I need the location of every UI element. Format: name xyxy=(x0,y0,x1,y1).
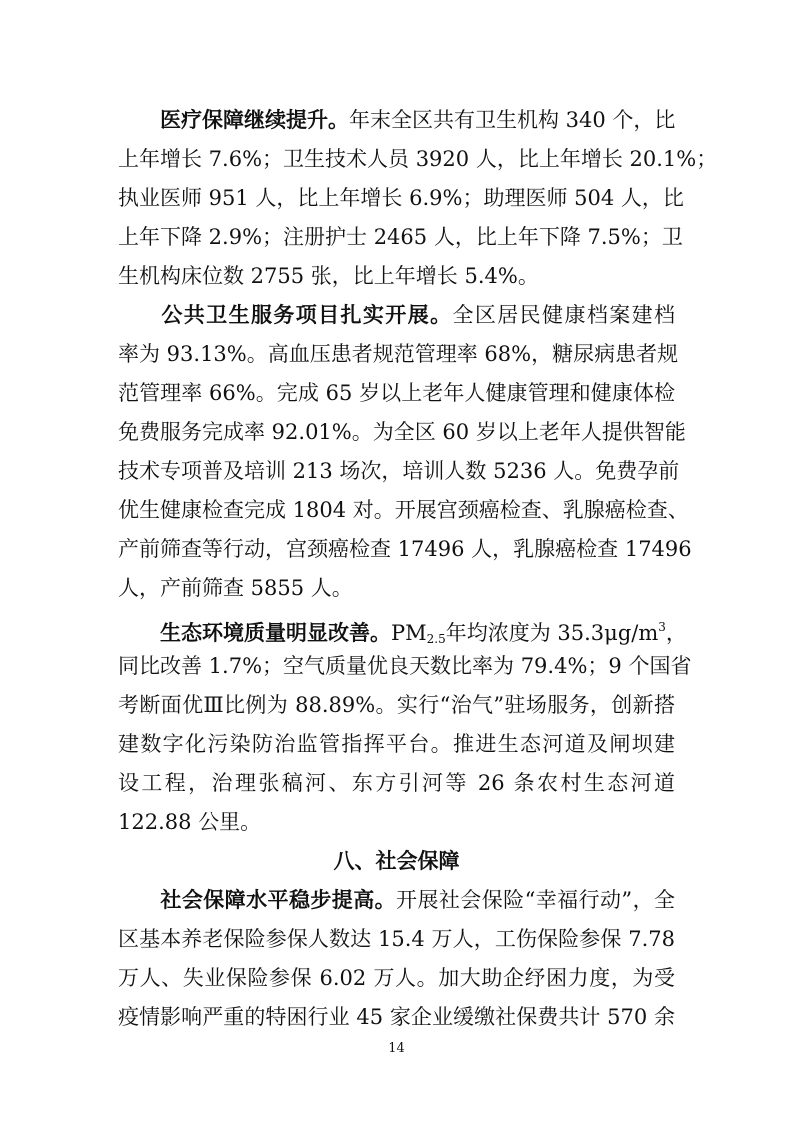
environment-text-1: 年均浓度为 35.3μg/m xyxy=(445,621,659,645)
environment-line-3: 考断面优Ⅲ比例为 88.89%。实行“治气”驻场服务，创新搭 xyxy=(118,693,675,717)
pm-label: PM xyxy=(391,621,427,645)
environment-line-5: 设工程，治理张稿河、东方引河等 26 条农村生态河道 xyxy=(118,771,675,795)
social-security-line-1 xyxy=(118,888,675,912)
environment-line-6: 122.88 公里。 xyxy=(118,810,262,834)
environment-lead: 生态环境质量明显改善。 xyxy=(160,621,391,645)
environment-line-2: 同比改善 1.7%；空气质量优良天数比率为 79.4%；9 个国省 xyxy=(118,654,692,678)
public-health-lead: 公共卫生服务项目扎实开展。 xyxy=(160,303,453,327)
social-security-line-3: 万人、失业保险参保 6.02 万人。加大助企纾困力度，为受 xyxy=(118,966,675,990)
section-heading: 八、社会保障 xyxy=(333,849,460,873)
medical-text-1: 年末全区共有卫生机构 340 个，比 xyxy=(349,108,676,132)
medical-paragraph-line-5: 生机构床位数 2755 张，比上年增长 5.4%。 xyxy=(118,264,539,288)
public-health-line-6: 优生健康检查完成 1804 对。开展宫颈癌检查、乳腺癌检查、 xyxy=(118,498,689,522)
public-health-line-4: 免费服务完成率 92.01%。为全区 60 岁以上老年人提供智能 xyxy=(118,420,686,444)
social-security-line-4: 疫情影响严重的特困行业 45 家企业缓缴社保费共计 570 余 xyxy=(118,1005,675,1029)
public-health-line-3: 范管理率 66%。完成 65 岁以上老年人健康管理和健康体检 xyxy=(118,381,675,405)
social-security-text-1: 开展社会保险“幸福行动”，全 xyxy=(396,888,675,912)
page-number: 14 xyxy=(388,1041,405,1056)
medical-paragraph-line-3: 执业医师 951 人，比上年增长 6.9%；助理医师 504 人，比 xyxy=(118,186,684,210)
medical-lead: 医疗保障继续提升。 xyxy=(160,108,349,132)
public-health-line-1 xyxy=(118,303,675,327)
public-health-line-8: 人，产前筛查 5855 人。 xyxy=(118,576,353,600)
public-health-line-7: 产前筛查等行动，宫颈癌检查 17496 人，乳腺癌检查 17496 xyxy=(118,537,692,561)
cubic-superscript: 3 xyxy=(658,620,666,634)
public-health-text-1: 全区居民健康档案建档 xyxy=(452,303,676,327)
medical-paragraph-line-1 xyxy=(118,108,675,132)
pm-subscript: 2.5 xyxy=(426,632,446,646)
social-security-lead: 社会保障水平稳步提高。 xyxy=(160,888,397,912)
public-health-line-2: 率为 93.13%。高血压患者规范管理率 68%，糖尿病患者规 xyxy=(118,342,679,366)
medical-paragraph-line-4: 上年下降 2.9%；注册护士 2465 人，比上年下降 7.5%；卫 xyxy=(118,225,683,249)
social-security-line-2: 区基本养老保险参保人数达 15.4 万人，工伤保险参保 7.78 xyxy=(118,927,675,951)
public-health-line-5: 技术专项普及培训 213 场次，培训人数 5236 人。免费孕前 xyxy=(118,459,680,483)
environment-line-4: 建数字化污染防治监管指挥平台。推进生态河道及闸坝建 xyxy=(118,732,675,756)
medical-paragraph-line-2: 上年增长 7.6%；卫生技术人员 3920 人，比上年增长 20.1%； xyxy=(118,147,718,171)
environment-line-1 xyxy=(118,615,687,651)
environment-text-1-end: ， xyxy=(665,621,687,645)
